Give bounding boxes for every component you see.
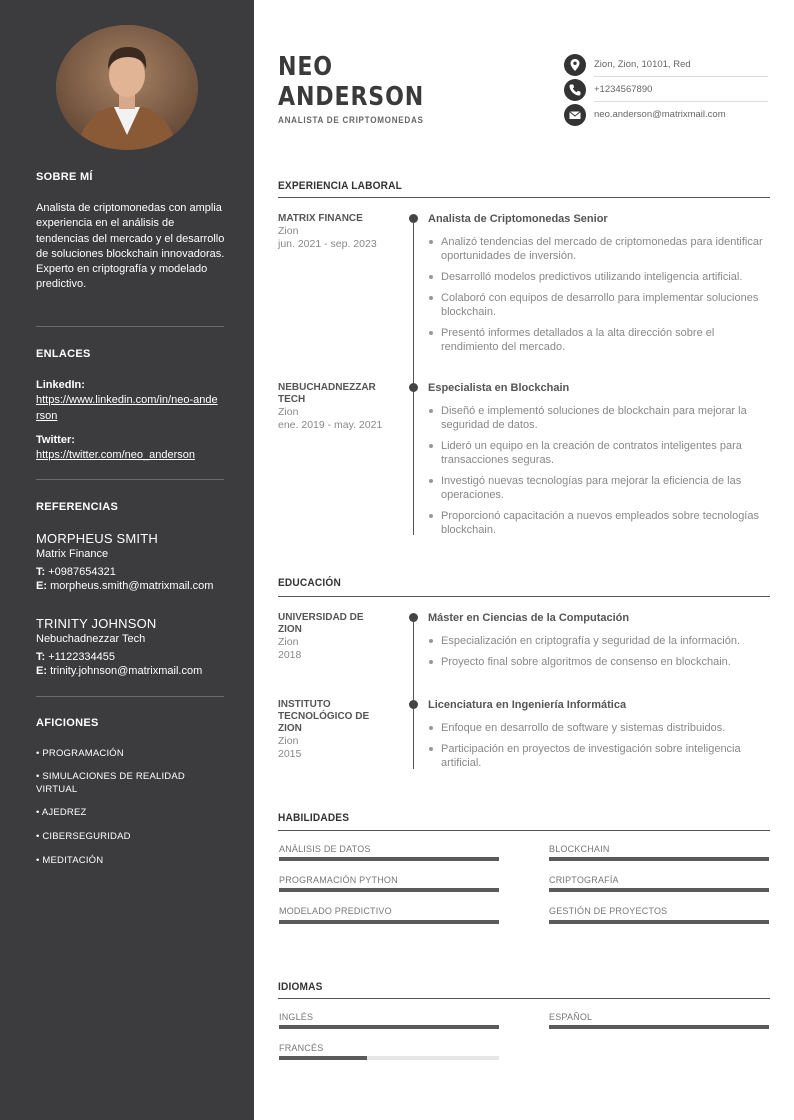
section-divider: [278, 998, 770, 999]
job-bullet: Presentó informes detallados a la alta dirección sobre el rendimiento del mercado.: [441, 326, 771, 354]
language-bar: [279, 1025, 499, 1029]
hobby-item: • CIBERSEGURIDAD: [36, 831, 131, 842]
section-divider: [278, 596, 770, 597]
reference-org: Matrix Finance: [36, 548, 109, 560]
about-heading: SOBRE MÍ: [36, 171, 93, 183]
language-label: FRANCÉS: [279, 1043, 324, 1053]
email-label: E:: [36, 665, 47, 677]
skill-bar-fill: [279, 857, 499, 861]
school-location: Zion: [278, 636, 299, 648]
skills-heading: HABILIDADES: [278, 812, 350, 824]
skill-bar-fill: [549, 857, 769, 861]
language-label: ESPAÑOL: [549, 1012, 593, 1022]
school-year: 2018: [278, 649, 302, 661]
school-name: UNIVERSIDAD DE ZION: [278, 612, 364, 635]
contact-phone: +1234567890: [594, 84, 653, 95]
timeline-line: [413, 617, 414, 769]
hobbies-heading: AFICIONES: [36, 717, 99, 729]
references-heading: REFERENCIAS: [36, 501, 119, 513]
education-bullet: Proyecto final sobre algoritmos de consenso en blockchain.: [441, 655, 771, 669]
skill-bar: [549, 857, 769, 861]
language-bar-fill: [549, 1025, 769, 1029]
about-text: Analista de criptomonedas con amplia experiencia en el análisis de tendencias del mercado y el desarrollo de soluciones blockchain innovadoras. Experto en criptografía y modelado predictivo.: [36, 202, 225, 291]
skill-label: BLOCKCHAIN: [549, 844, 610, 854]
location-icon: [564, 54, 586, 76]
education-bullet: Especialización en criptografía y seguridad de la información.: [441, 634, 771, 648]
education-bullet: Participación en proyectos de investigación sobre inteligencia artificial.: [441, 742, 771, 770]
skill-label: PROGRAMACIÓN PYTHON: [279, 875, 398, 885]
job-title: Analista de Criptomonedas Senior: [428, 213, 608, 225]
skill-bar-fill: [279, 888, 499, 892]
reference-phone-value: +1122334455: [48, 651, 116, 663]
hobby-item: • PROGRAMACIÓN: [36, 748, 124, 759]
section-divider: [278, 830, 770, 831]
sidebar: [0, 0, 254, 1120]
phone-label: T:: [36, 566, 46, 578]
hobby-label: PROGRAMACIÓN: [42, 748, 124, 759]
job-role: ANALISTA DE CRIPTOMONEDAS: [278, 115, 424, 125]
job-dates: jun. 2021 - sep. 2023: [278, 238, 377, 250]
contact-divider: [594, 76, 768, 77]
hobby-item: • MEDITACIÓN: [36, 855, 104, 866]
skill-bar-fill: [549, 888, 769, 892]
reference-name: MORPHEUS SMITH: [36, 531, 158, 546]
profile-photo: [56, 25, 198, 150]
skill-bar: [279, 888, 499, 892]
language-bar-fill: [279, 1025, 499, 1029]
timeline-dot: [409, 214, 418, 223]
skill-bar: [279, 920, 499, 924]
job-bullet: Lideró un equipo en la creación de contratos inteligentes para transacciones seguras.: [441, 439, 771, 467]
job-location: Zion: [278, 225, 299, 237]
hobby-label: AJEDREZ: [41, 807, 87, 818]
phone-label: T:: [36, 651, 46, 663]
school-name: INSTITUTO TECNOLÓGICO DE ZION: [278, 699, 370, 734]
twitter-link[interactable]: https://twitter.com/neo_anderson: [36, 449, 195, 462]
job-bullet: Analizó tendencias del mercado de criptomonedas para identificar oportunidades de inversión.: [441, 235, 771, 263]
reference-org: Nebuchadnezzar Tech: [36, 633, 146, 645]
skill-bar-fill: [549, 920, 769, 924]
reference-email-value: trinity.johnson@matrixmail.com: [50, 665, 203, 677]
employer-name: NEBUCHADNEZZAR TECH: [278, 382, 376, 405]
language-bar: [549, 1025, 769, 1029]
skill-bar: [549, 920, 769, 924]
skill-label: CRIPTOGRAFÍA: [549, 875, 619, 885]
timeline-dot: [409, 383, 418, 392]
reference-email: [36, 664, 236, 678]
language-bar-fill: [279, 1056, 367, 1060]
skill-bar: [279, 857, 499, 861]
job-location: Zion: [278, 406, 299, 418]
sidebar-divider: [36, 326, 224, 327]
reference-phone: [36, 650, 216, 664]
section-divider: [278, 197, 770, 198]
first-name: NEO: [278, 52, 333, 82]
reference-phone-value: +0987654321: [48, 566, 116, 578]
job-bullet: Investigó nuevas tecnologías para mejorar la eficiencia de las operaciones.: [441, 474, 771, 502]
job-bullet: Colaboró con equipos de desarrollo para implementar soluciones blockchain.: [441, 291, 771, 319]
experience-heading: EXPERIENCIA LABORAL: [278, 180, 403, 192]
skill-bar: [549, 888, 769, 892]
hobby-label: CIBERSEGURIDAD: [42, 831, 131, 842]
degree-title: Máster en Ciencias de la Computación: [428, 612, 630, 624]
reference-email: [36, 579, 214, 593]
contact-email: neo.anderson@matrixmail.com: [594, 109, 726, 120]
language-bar: [279, 1056, 499, 1060]
job-title: Especialista en Blockchain: [428, 382, 570, 394]
employer-name: MATRIX FINANCE: [278, 213, 363, 224]
phone-icon: [564, 79, 586, 101]
education-bullet: Enfoque en desarrollo de software y sistemas distribuidos.: [441, 721, 771, 735]
reference-email-value: morpheus.smith@matrixmail.com: [50, 580, 214, 592]
hobby-label: MEDITACIÓN: [42, 855, 104, 866]
degree-title: Licenciatura en Ingeniería Informática: [428, 699, 627, 711]
languages-heading: IDIOMAS: [278, 981, 323, 993]
last-name: ANDERSON: [278, 82, 425, 112]
linkedin-block: [36, 378, 226, 424]
education-heading: EDUCACIÓN: [278, 577, 341, 589]
hobby-label: SIMULACIONES DE REALIDAD VIRTUAL: [36, 771, 185, 795]
timeline-dot: [409, 700, 418, 709]
links-heading: ENLACES: [36, 348, 91, 360]
twitter-label: Twitter:: [36, 434, 75, 446]
school-year: 2015: [278, 748, 302, 760]
twitter-block: [36, 433, 226, 464]
job-bullet: Proporcionó capacitación a nuevos empleados sobre tecnologías blockchain.: [441, 509, 771, 537]
skill-label: GESTIÓN DE PROYECTOS: [549, 906, 668, 916]
job-bullet: Diseñó e implementó soluciones de blockchain para mejorar la seguridad de datos.: [441, 404, 771, 432]
reference-name: TRINITY JOHNSON: [36, 616, 157, 631]
email-label: E:: [36, 580, 47, 592]
school-location: Zion: [278, 735, 299, 747]
timeline-line: [413, 218, 414, 535]
job-dates: ene. 2019 - may. 2021: [278, 419, 383, 431]
job-bullet: Desarrolló modelos predictivos utilizando inteligencia artificial.: [441, 270, 771, 284]
contact-address: Zion, Zion, 10101, Red: [594, 59, 691, 70]
skill-label: ANÁLISIS DE DATOS: [279, 844, 371, 854]
timeline-dot: [409, 613, 418, 622]
skill-bar-fill: [279, 920, 499, 924]
language-label: INGLÉS: [279, 1012, 314, 1022]
sidebar-divider: [36, 479, 224, 480]
sidebar-divider: [36, 696, 224, 697]
hobby-item: • SIMULACIONES DE REALIDAD VIRTUAL: [36, 771, 185, 795]
linkedin-link[interactable]: https://www.linkedin.com/in/neo-anderson: [36, 394, 218, 422]
reference-phone: [36, 565, 216, 579]
email-icon: [564, 104, 586, 126]
contact-divider: [594, 101, 768, 102]
hobby-item: • AJEDREZ: [36, 807, 87, 818]
linkedin-label: LinkedIn:: [36, 379, 85, 391]
skill-label: MODELADO PREDICTIVO: [279, 906, 392, 916]
